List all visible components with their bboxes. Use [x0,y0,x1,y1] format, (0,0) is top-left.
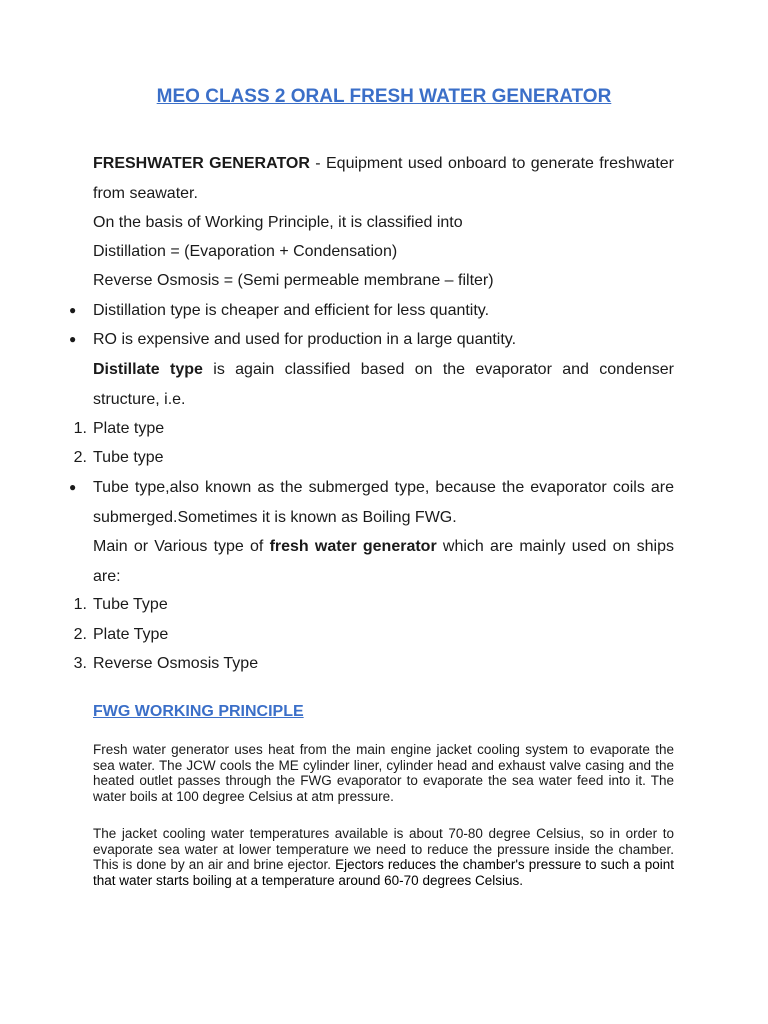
section-heading: FWG WORKING PRINCIPLE [93,703,304,720]
distillation-line: Distillation = (Evaporation + Condensation) [93,243,398,260]
intro-definition [93,149,674,208]
definition-text: - Equipment used onboard to generate freshwater from seawater. [93,155,674,202]
bullet-icon: ● [69,303,77,317]
paragraph-working-principle-1: Fresh water generator uses heat from the main engine jacket cooling system to evaporate the sea water. The JCW cools the ME cylinder liner, cylinder head and exhaust valve casing and the heated outlet passes through the FWG evaporator to evaporate the sea water feed into it. The water boils at 100 degree Celsius at atm pressure. [93,742,674,804]
bullet-icon: ● [69,332,77,346]
classified-line: On the basis of Working Principle, it is classified into [93,214,463,231]
paragraph-working-principle-2: The jacket cooling water temperatures available is about 70-80 degree Celsius, so in order to evaporate sea water at lower temperature we need to reduce the pressure inside the chamber. This is done by an air and brine ejector. Ejectors reduces the chamber's pressure to such a point that water starts boiling at a temperature around 60-70 degrees Celsius. [93,826,674,888]
list-item: 1. Plate type [73,420,165,437]
list-item: 3. Reverse Osmosis Type [73,655,259,672]
list-item: 2. Plate Type [73,626,169,643]
term-fresh-water-generator: fresh water generator [269,538,437,555]
term-freshwater-generator: FRESHWATER GENERATOR [93,155,310,172]
list-item: ● Distillation type is cheaper and efficient for less quantity. [93,296,674,326]
main-types-paragraph: Main or Various type of fresh water generator which are mainly used on ships are: [93,538,675,585]
list-item: ● RO is expensive and used for production in a large quantity. [93,325,674,355]
list-item: 1. Tube Type [73,596,168,613]
list-item: 2. Tube type [73,449,164,466]
distillate-paragraph: Distillate type is again classified based on the evaporator and condenser structure, i.e. [93,361,674,408]
reverse-osmosis-line: Reverse Osmosis = (Semi permeable membrane – filter) [93,272,494,289]
term-distillate-type: Distillate type [93,361,203,378]
page-title: MEO CLASS 2 ORAL FRESH WATER GENERATOR [156,86,612,107]
bullet-icon: ● [69,480,77,494]
list-item: ● Tube type,also known as the submerged type, because the evaporator coils are submerged.Sometimes it is known as Boiling FWG. [93,473,674,532]
